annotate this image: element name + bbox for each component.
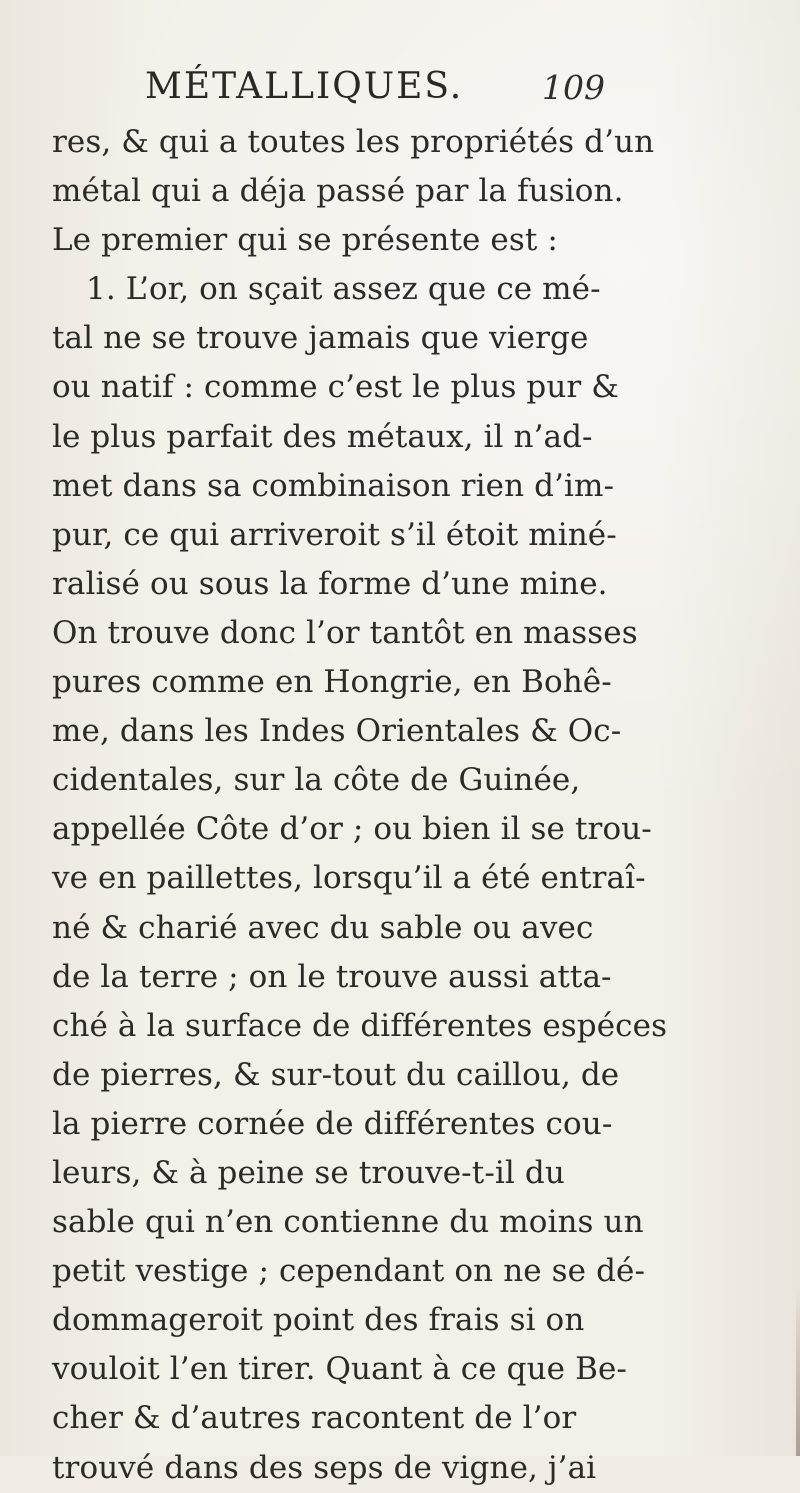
text-line: leurs, & à peine se trouve-t-il du [52, 1154, 565, 1191]
text-line: On trouve donc l’or tantôt en masses [52, 614, 638, 651]
text-line: tal ne se trouve jamais que vierge [52, 320, 589, 357]
text-line: né & charié avec du sable ou avec [52, 909, 594, 946]
text-line: Le premier qui se présente est : [52, 222, 558, 259]
page-header [145, 66, 605, 108]
text-line: pur, ce qui arriveroit s’il étoit miné- [52, 516, 617, 553]
text-line: dommageroit point des frais si on [52, 1302, 585, 1339]
page-number: 109 [542, 68, 605, 107]
text-line: appellée Côte d’or ; ou bien il se trou- [52, 811, 652, 848]
text-line: vouloit l’en tirer. Quant à ce que Be- [52, 1351, 627, 1388]
text-line: métal qui a déja passé par la fusion. [52, 173, 624, 210]
text-line: res, & qui a toutes les propriétés d’un [52, 124, 655, 160]
text-line: le plus parfait des métaux, il n’ad- [52, 418, 593, 455]
text-line: trouvé dans des seps de vigne, j’ai [52, 1449, 597, 1486]
text-line: ralisé ou sous la forme d’une mine. [52, 565, 608, 602]
text-line: pures comme en Hongrie, en Bohê- [52, 664, 612, 701]
text-line: me, dans les Indes Orientales & Oc- [52, 713, 622, 750]
text-line: de pierres, & sur-tout du caillou, de [52, 1056, 620, 1093]
text-line: sable qui n’en contienne du moins un [52, 1204, 644, 1241]
text-line: 1. L’or, on sçait assez que ce mé- [86, 271, 601, 308]
page-edge-shadow [796, 1285, 800, 1456]
text-line: cidentales, sur la côte de Guinée, [52, 762, 581, 799]
body-text [52, 118, 668, 1493]
text-line: ché à la surface de différentes espéces [52, 1007, 668, 1044]
text-line: cher & d’autres racontent de l’or [52, 1400, 577, 1437]
text-line: la pierre cornée de différentes cou- [52, 1105, 613, 1142]
text-line: ou natif : comme c’est le plus pur & [52, 369, 620, 406]
running-head: MÉTALLIQUES. [145, 66, 464, 107]
text-line: met dans sa combinaison rien d’im- [52, 467, 615, 504]
text-line: de la terre ; on le trouve aussi atta- [52, 958, 612, 995]
text-line: petit vestige ; cependant on ne se dé- [52, 1253, 646, 1290]
text-line: ve en paillettes, lorsqu’il a été entraî- [52, 860, 646, 897]
